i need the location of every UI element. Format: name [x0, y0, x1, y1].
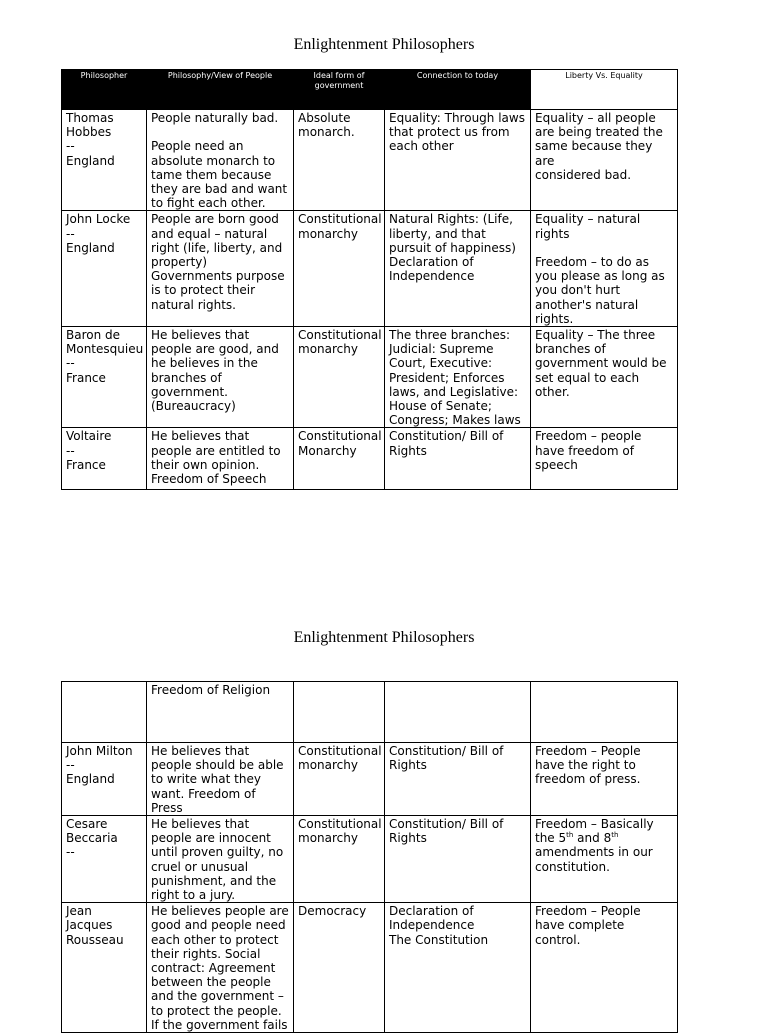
- table-row: [62, 682, 678, 743]
- cell-text-line: He believes that: [151, 429, 250, 444]
- cell-text-line: [535, 683, 673, 697]
- cell-text-line: monarchy: [298, 831, 358, 846]
- cell-text-line: Equality: Through laws: [389, 111, 525, 125]
- cell-text-line: John Milton: [66, 744, 133, 758]
- cell-ideal-government: [294, 110, 385, 211]
- cell-philosophy-view: [147, 682, 294, 743]
- cell-text-line: England: [66, 772, 115, 787]
- cell-connection-today: [385, 682, 531, 743]
- cell-liberty-equality: [531, 816, 678, 903]
- cell-liberty-equality: [531, 743, 678, 816]
- cell-text-line: liberty, and that: [389, 226, 486, 241]
- cell-text-line: The Constitution: [389, 932, 489, 947]
- cell-text-line: that protect us from: [389, 125, 510, 140]
- cell-text-line: you don't hurt: [535, 283, 621, 298]
- cell-text-line: Monarchy: [298, 443, 357, 458]
- cell-text-line: the 5th and 8th: [535, 831, 619, 846]
- page-title: Enlightenment Philosophers: [293, 36, 475, 53]
- cell-text-line: People need an: [151, 139, 244, 154]
- cell-text-line: monarch.: [298, 125, 355, 140]
- cell-text-line: amendments in our: [535, 845, 653, 860]
- cell-text-line: England: [66, 240, 115, 255]
- cell-liberty-equality: [531, 211, 678, 327]
- header-connection-today: Connection to today: [385, 70, 531, 110]
- cell-liberty-equality: [531, 903, 678, 1033]
- cell-text-line: --: [66, 845, 75, 860]
- cell-text-line: Freedom – Basically: [535, 817, 654, 832]
- cell-text-line: monarchy: [298, 758, 358, 773]
- cell-text-line: they are bad and want: [151, 182, 288, 196]
- cell-text-line: are being treated the: [535, 125, 663, 140]
- cell-text-line: Congress; Makes laws: [389, 413, 521, 428]
- cell-text-line: [151, 125, 289, 139]
- cell-text-line: Rights: [389, 758, 427, 773]
- cell-philosopher: [62, 110, 147, 211]
- cell-ideal-government: [294, 743, 385, 816]
- cell-text-line: punishment, and the: [151, 873, 277, 888]
- cell-text-line: [66, 683, 142, 697]
- cell-ideal-government: [294, 211, 385, 327]
- cell-text-line: [535, 241, 673, 255]
- cell-ideal-government: [294, 816, 385, 903]
- cell-text-line: have the right to: [535, 758, 636, 773]
- cell-text-line: Jacques: [66, 918, 113, 933]
- cell-ideal-government: [294, 682, 385, 743]
- cell-text-line: People are born good: [151, 212, 279, 227]
- cell-philosopher: [62, 428, 147, 490]
- cell-philosopher: [62, 903, 147, 1033]
- table-row: [62, 327, 678, 428]
- cell-philosophy-view: [147, 743, 294, 816]
- cell-text-line: monarchy: [298, 226, 358, 241]
- cell-text-line: considered bad.: [535, 167, 632, 182]
- cell-text-line: and equal – natural: [151, 226, 268, 241]
- cell-connection-today: [385, 211, 531, 327]
- cell-text-line: Voltaire: [66, 429, 112, 444]
- page-title: Enlightenment Philosophers: [293, 629, 475, 646]
- cell-text-line: --: [66, 139, 75, 154]
- cell-text-line: another's natural: [535, 297, 639, 312]
- cell-text-line: Freedom – People: [535, 904, 641, 919]
- cell-text-line: natural rights.: [151, 297, 236, 312]
- cell-text-line: people are good, and: [151, 342, 279, 357]
- cell-text-line: Freedom – people: [535, 429, 642, 444]
- cell-text-line: contract: Agreement: [151, 961, 276, 976]
- cell-philosopher: [62, 327, 147, 428]
- cell-text-line: constitution.: [535, 859, 610, 874]
- cell-text-line: President; Enforces: [389, 370, 505, 385]
- cell-text-line: have freedom of: [535, 443, 634, 458]
- cell-text-line: Judicial: Supreme: [389, 342, 494, 357]
- cell-text-line: Cesare: [66, 817, 108, 832]
- table-row: [62, 428, 678, 490]
- cell-text-line: each other to protect: [151, 932, 279, 947]
- cell-text-line: Montesquieu: [66, 342, 144, 357]
- cell-text-line: --: [66, 758, 75, 773]
- cell-text-line: rights.: [535, 311, 574, 326]
- cell-text-line: to protect the people.: [151, 1003, 282, 1018]
- cell-text-line: branches of: [151, 370, 222, 385]
- cell-text-line: is to protect their: [151, 283, 256, 298]
- cell-text-line: Freedom – People: [535, 744, 641, 758]
- cell-text-line: branches of: [535, 342, 606, 357]
- cell-connection-today: [385, 327, 531, 428]
- cell-ideal-government: [294, 327, 385, 428]
- cell-philosopher: [62, 816, 147, 903]
- cell-text-line: good and people need: [151, 918, 286, 933]
- cell-text-line: their rights. Social: [151, 946, 261, 961]
- cell-text-line: their own opinion.: [151, 457, 260, 472]
- cell-text-line: to fight each other.: [151, 196, 266, 211]
- cell-text-line: --: [66, 356, 75, 371]
- cell-text-line: speech: [535, 457, 578, 472]
- cell-text-line: Freedom of Speech: [151, 472, 267, 487]
- cell-text-line: Constitutional: [298, 429, 382, 444]
- cell-text-line: Equality – natural: [535, 212, 641, 227]
- cell-text-line: He believes that: [151, 817, 250, 832]
- cell-text-line: Rights: [389, 831, 427, 846]
- cell-text-line: France: [66, 457, 106, 472]
- cell-philosophy-view: [147, 327, 294, 428]
- cell-text-line: you please as long as: [535, 269, 665, 284]
- table-row: [62, 816, 678, 903]
- cell-text-line: Baron de: [66, 328, 121, 343]
- cell-philosophy-view: [147, 211, 294, 327]
- cell-text-line: Independence: [389, 918, 475, 933]
- cell-text-line: Constitutional: [298, 817, 382, 832]
- table-row: [62, 211, 678, 327]
- cell-text-line: want. Freedom of: [151, 786, 256, 801]
- cell-text-line: until proven guilty, no: [151, 845, 284, 860]
- cell-connection-today: [385, 110, 531, 211]
- cell-text-line: [298, 683, 380, 697]
- cell-text-line: Governments purpose: [151, 269, 285, 284]
- cell-text-line: have complete control.: [535, 918, 629, 947]
- cell-text-line: [389, 683, 526, 697]
- cell-liberty-equality: [531, 110, 678, 211]
- cell-text-line: absolute monarch to: [151, 153, 276, 168]
- cell-text-line: people are entitled to: [151, 443, 281, 458]
- cell-text-line: laws, and Legislative:: [389, 384, 519, 399]
- cell-text-line: Declaration of: [389, 904, 474, 919]
- cell-text-line: people are innocent: [151, 831, 271, 846]
- header-philosopher: Philosopher: [62, 70, 147, 110]
- cell-text-line: Hobbes: [66, 125, 112, 140]
- cell-philosopher: [62, 211, 147, 327]
- cell-text-line: People naturally bad.: [151, 111, 279, 125]
- header-ideal-government: Ideal form of government: [294, 70, 385, 110]
- cell-text-line: Constitutional: [298, 212, 382, 227]
- cell-text-line: Declaration of: [389, 255, 474, 270]
- cell-text-line: people should be able: [151, 758, 284, 773]
- cell-philosophy-view: [147, 428, 294, 490]
- cell-philosopher: [62, 682, 147, 743]
- table-header-row: [62, 70, 678, 110]
- cell-text-line: England: [66, 153, 115, 168]
- cell-philosophy-view: [147, 903, 294, 1033]
- cell-text-line: He believes that: [151, 744, 250, 758]
- cell-text-line: Absolute: [298, 111, 351, 125]
- cell-text-line: freedom of press.: [535, 772, 641, 787]
- cell-text-line: other.: [535, 384, 570, 399]
- cell-text-line: same because they are: [535, 139, 657, 168]
- philosophers-table-continued: [61, 681, 678, 1033]
- cell-text-line: monarchy: [298, 342, 358, 357]
- cell-philosophy-view: [147, 110, 294, 211]
- cell-text-line: and the government –: [151, 989, 284, 1004]
- cell-connection-today: [385, 903, 531, 1033]
- cell-text-line: Thomas: [66, 111, 114, 125]
- cell-liberty-equality: [531, 428, 678, 490]
- cell-text-line: government.: [151, 384, 228, 399]
- cell-text-line: Rousseau: [66, 932, 124, 947]
- cell-text-line: right to a jury.: [151, 888, 236, 903]
- cell-text-line: each other: [389, 139, 454, 154]
- cell-text-line: Democracy: [298, 904, 367, 919]
- cell-text-line: France: [66, 370, 106, 385]
- cell-text-line: Press: [151, 800, 183, 815]
- cell-ideal-government: [294, 903, 385, 1033]
- cell-liberty-equality: [531, 327, 678, 428]
- cell-text-line: If the government fails: [151, 1017, 288, 1032]
- cell-text-line: Equality – The three: [535, 328, 656, 343]
- cell-text-line: He believes people are: [151, 904, 289, 919]
- header-liberty-vs-equality: Liberty Vs. Equality: [531, 70, 678, 110]
- cell-text-line: he believes in the: [151, 356, 258, 371]
- cell-text-line: to write what they: [151, 772, 261, 787]
- cell-text-line: (Bureaucracy): [151, 399, 236, 414]
- cell-text-line: Constitution/ Bill of: [389, 744, 504, 758]
- cell-philosopher: [62, 743, 147, 816]
- table-row: [62, 743, 678, 816]
- cell-connection-today: [385, 428, 531, 490]
- cell-text-line: property): [151, 255, 208, 270]
- cell-connection-today: [385, 743, 531, 816]
- cell-text-line: Constitution/ Bill of: [389, 429, 504, 444]
- cell-text-line: Natural Rights: (Life,: [389, 212, 513, 227]
- cell-connection-today: [385, 816, 531, 903]
- cell-text-line: tame them because: [151, 167, 272, 182]
- cell-text-line: --: [66, 226, 75, 241]
- cell-text-line: right (life, liberty, and: [151, 240, 283, 255]
- table-row: [62, 110, 678, 211]
- cell-text-line: rights: [535, 226, 570, 241]
- cell-text-line: The three branches:: [389, 328, 511, 343]
- cell-text-line: Court, Executive:: [389, 356, 493, 371]
- cell-text-line: government would be: [535, 356, 667, 371]
- cell-text-line: Rights: [389, 443, 427, 458]
- cell-text-line: Equality – all people: [535, 111, 656, 125]
- cell-text-line: Constitutional: [298, 744, 382, 758]
- cell-text-line: between the people: [151, 975, 271, 990]
- cell-text-line: pursuit of happiness): [389, 240, 516, 255]
- cell-text-line: Freedom of Religion: [151, 683, 271, 697]
- cell-text-line: Jean: [66, 904, 92, 919]
- cell-text-line: House of Senate;: [389, 399, 492, 414]
- cell-text-line: Constitutional: [298, 328, 382, 343]
- cell-text-line: John Locke: [66, 212, 131, 227]
- philosophers-table: [61, 69, 678, 490]
- cell-text-line: Independence: [389, 269, 475, 284]
- cell-liberty-equality: [531, 682, 678, 743]
- cell-text-line: He believes that: [151, 328, 250, 343]
- cell-text-line: Constitution/ Bill of: [389, 817, 504, 832]
- cell-text-line: cruel or unusual: [151, 859, 249, 874]
- cell-text-line: set equal to each: [535, 370, 640, 385]
- cell-ideal-government: [294, 428, 385, 490]
- header-philosophy-view: Philosophy/View of People: [147, 70, 294, 110]
- cell-text-line: --: [66, 443, 75, 458]
- cell-text-line: Freedom – to do as: [535, 255, 649, 269]
- cell-philosophy-view: [147, 816, 294, 903]
- table-row: [62, 903, 678, 1033]
- cell-text-line: Beccaria: [66, 831, 118, 846]
